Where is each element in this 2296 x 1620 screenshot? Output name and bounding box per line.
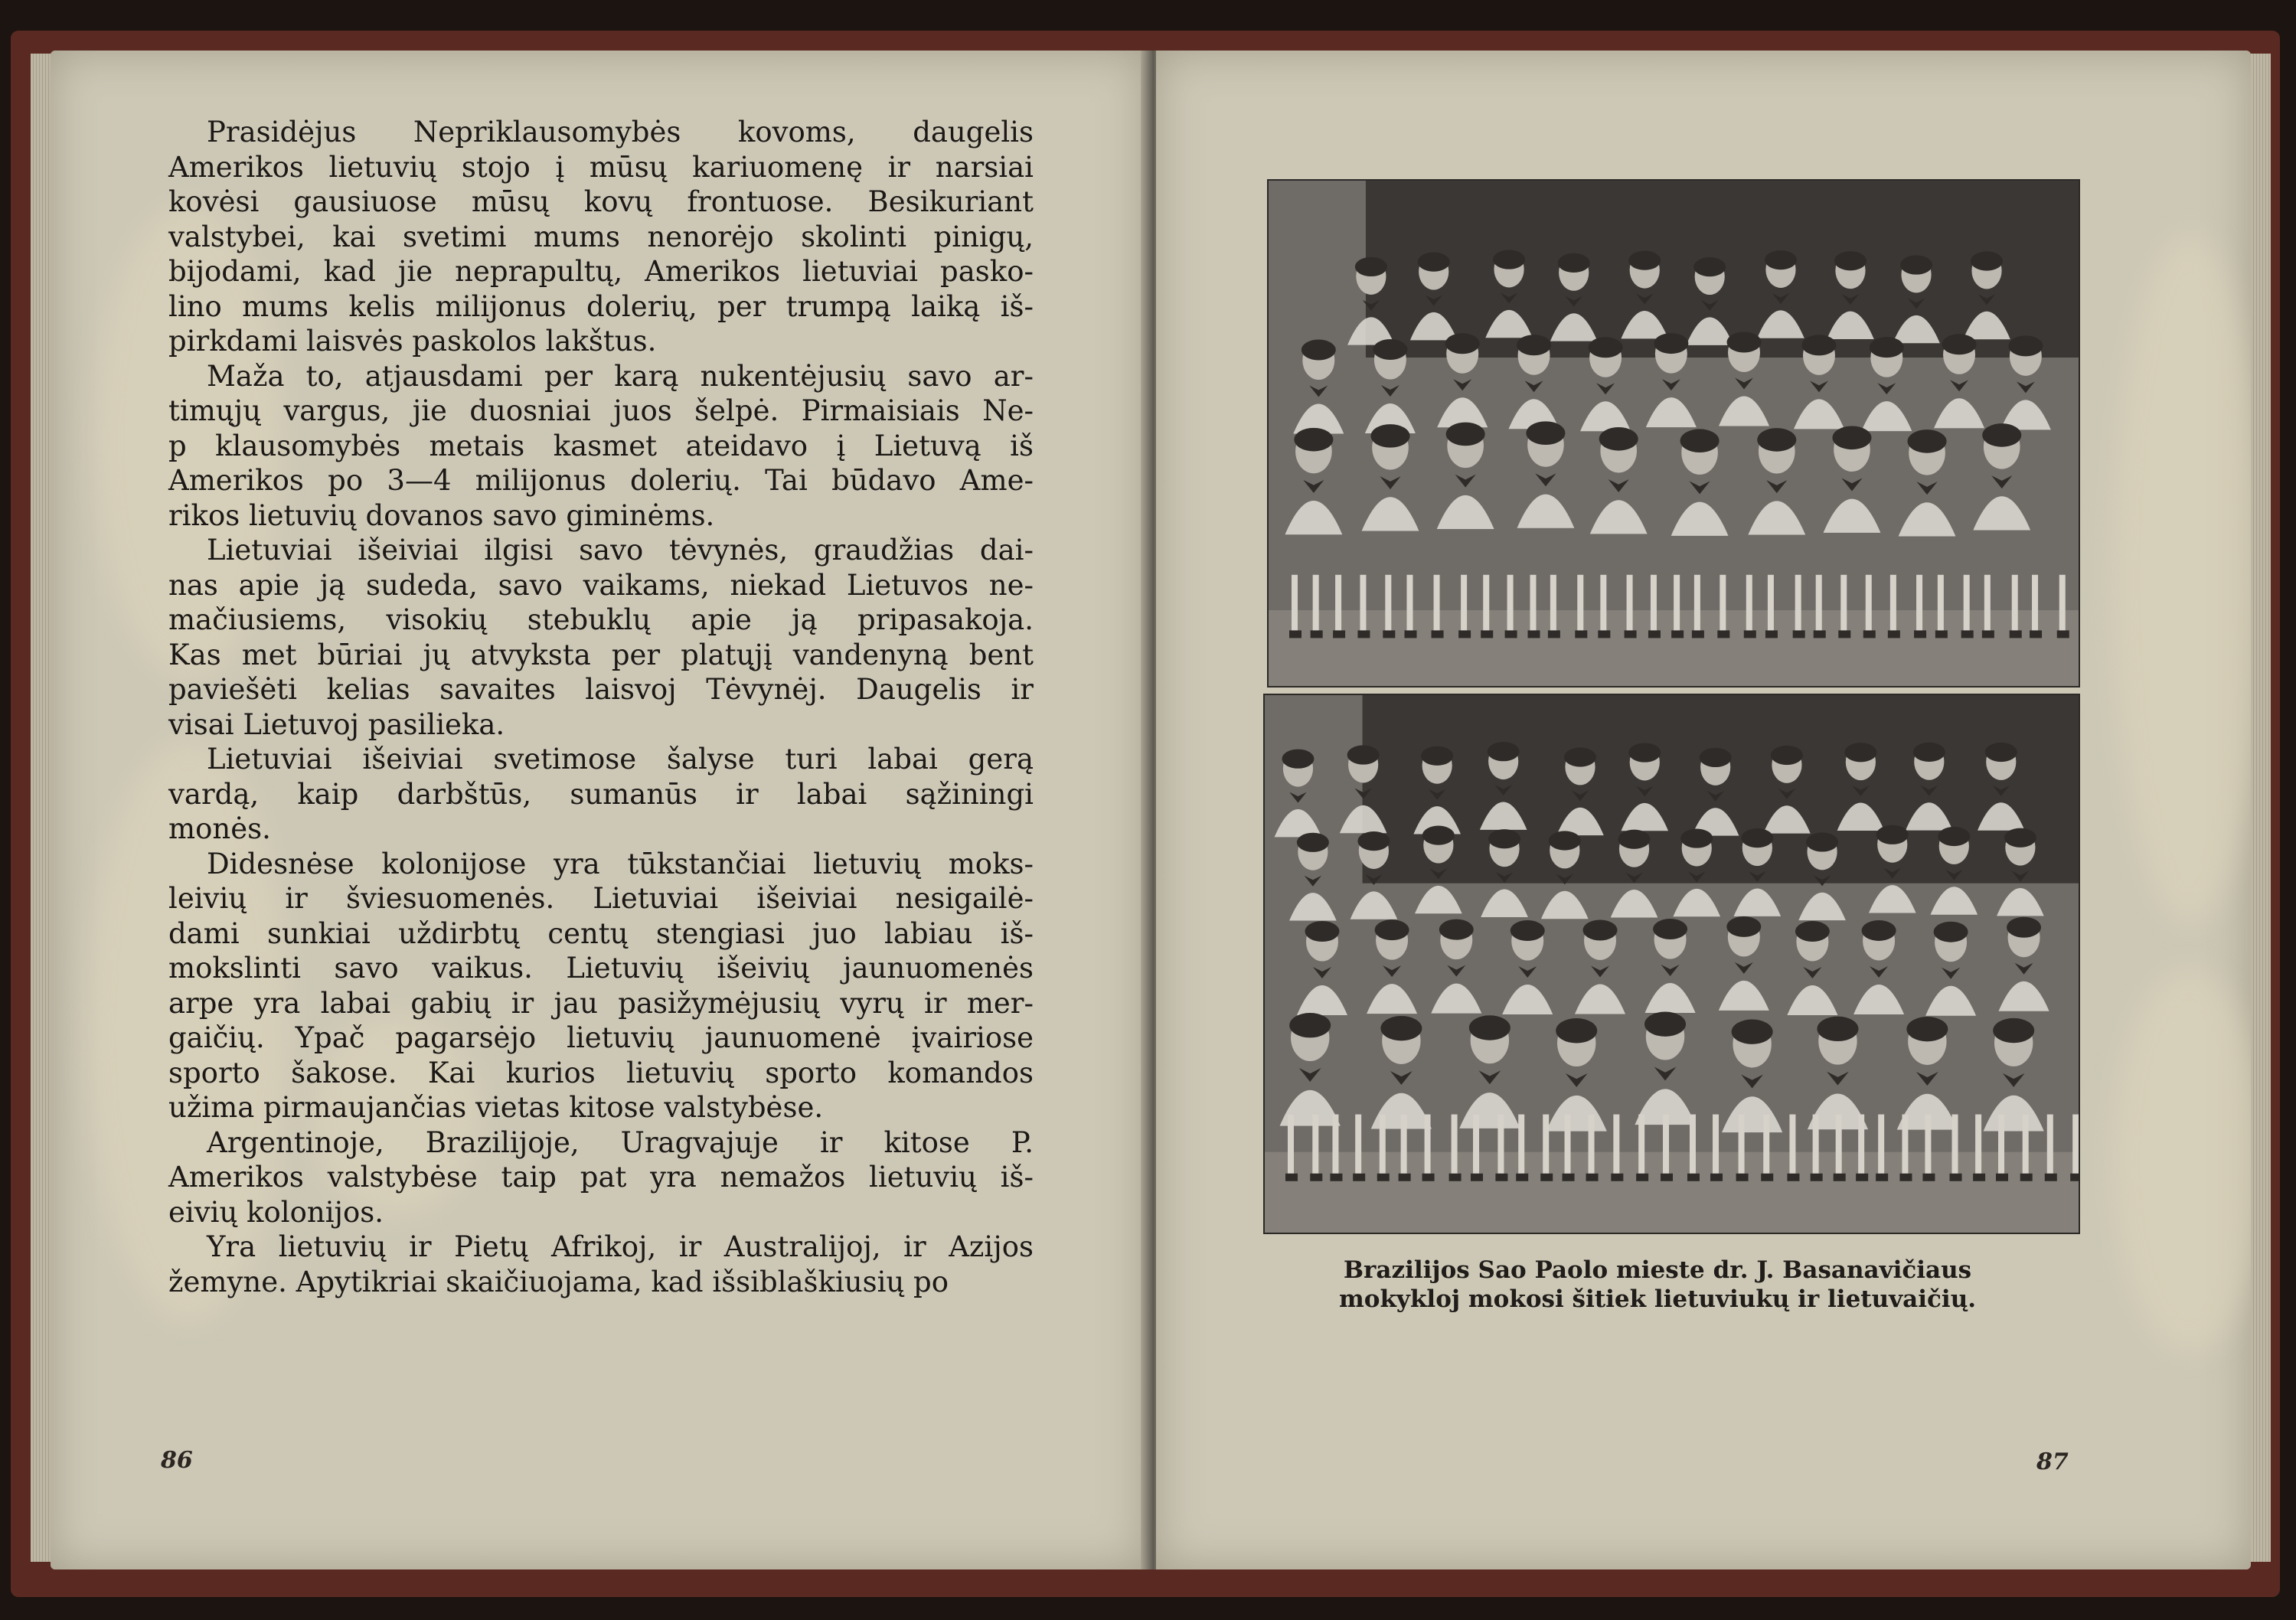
text-line: arpe yra labai gabių ir jau pasižymėjusių vyrų ir mer- — [168, 986, 1034, 1020]
text-line: Yra lietuvių ir Pietų Afrikoj, ir Australijoj, ir Azijos — [207, 1230, 1034, 1263]
photo-lower-image — [1265, 695, 2079, 1233]
text-line: mokslinti savo vaikus. Lietuvių išeivių jaunuomenės — [168, 952, 1034, 985]
text-line: nas apie ją sudeda, savo vaikams, niekad Lietuvos ne- — [168, 568, 1034, 602]
text-line: eivių kolonijos. — [168, 1195, 384, 1229]
text-line: monės. — [168, 812, 271, 845]
caption-line-1: Brazilijos Sao Paolo mieste dr. J. Basanavičiaus — [1343, 1256, 1972, 1284]
text-line: pirkdami laisvės paskolos lakštus. — [168, 325, 657, 358]
text-line: lino mums kelis milijonus dolerių, per trumpą laiką iš- — [168, 289, 1034, 323]
text-line: dami sunkiai uždirbtų centų stengiasi juo labiau iš- — [168, 916, 1034, 950]
text-line: sporto šakose. Kai kurios lietuvių sporto komandos — [168, 1056, 1034, 1089]
text-line: mačiusiems, visokių stebuklų apie ją pripasakoja. — [168, 603, 1034, 636]
text-line: Lietuviai išeiviai svetimose šalyse turi labai gerą — [207, 743, 1034, 776]
paragraph — [168, 1230, 1034, 1299]
group-photo-lower — [1263, 694, 2080, 1234]
text-line: Didesnėse kolonijose yra tūkstančiai lietuvių moks- — [207, 847, 1034, 880]
text-line: Prasidėjus Nepriklausomybės kovoms, daugelis — [207, 116, 1034, 149]
paragraph — [168, 1125, 1034, 1230]
text-line: Kas met būriai jų atvyksta per platųjį vandenyną bent — [168, 638, 1034, 671]
text-line: gaičių. Ypač pagarsėjo lietuvių jaunuomenė įvairiose — [168, 1021, 1034, 1054]
text-line: Argentinoje, Brazilijoje, Uragvajuje ir kitose P. — [207, 1125, 1034, 1159]
text-line: Lietuviai išeiviai ilgisi savo tėvynės, graudžias dai- — [207, 534, 1034, 567]
text-line: p klausomybės metais kasmet ateidavo į Lietuvą iš — [168, 429, 1034, 462]
text-line: visai Lietuvoj pasilieka. — [168, 707, 505, 741]
page-edges-right — [2248, 54, 2271, 1562]
text-line: kovėsi gausiuose mūsų kovų frontuose. Besikuriant — [168, 185, 1034, 218]
paragraph — [168, 533, 1034, 742]
text-line: Amerikos lietuvių stojo į mūsų kariuomenę ir narsiai — [168, 150, 1034, 184]
photo-upper-image — [1269, 181, 2079, 686]
caption-line-2: mokykloj mokosi šitiek lietuviukų ir lietuvaičių. — [1338, 1285, 1977, 1313]
text-line: vardą, kaip darbštūs, sumanūs ir labai sąžiningi — [168, 777, 1034, 811]
text-line: Amerikos valstybėse taip pat yra nemažos lietuvių iš- — [168, 1161, 1034, 1194]
text-line: Maža to, atjausdami per karą nukentėjusių savo ar- — [207, 359, 1034, 393]
text-line: užima pirmaujančias vietas kitose valstybėse. — [168, 1091, 824, 1124]
text-line: Amerikos po 3—4 milijonus dolerių. Tai būdavo Ame- — [168, 464, 1034, 497]
body-text — [168, 115, 1034, 1299]
paragraph — [168, 115, 1034, 359]
text-line: paviešėti kelias savaites laisvoj Tėvynėj. Daugelis ir — [168, 673, 1034, 706]
text-line: leivių ir šviesuomenės. Lietuviai išeiviai nesigailė- — [168, 882, 1034, 915]
page-number-left: 86 — [161, 1447, 193, 1474]
photo-caption — [1302, 1256, 2013, 1314]
paragraph — [168, 742, 1034, 847]
text-line: timųjų vargus, jie duosniai juos šelpė. Pirmaisiais Ne- — [168, 394, 1034, 427]
page-number-right: 87 — [2036, 1449, 2069, 1475]
text-line: žemyne. Apytikriai skaičiuojama, kad išsiblaškiusių po — [168, 1265, 949, 1298]
group-photo-upper — [1267, 179, 2080, 688]
text-line: valstybei, kai svetimi mums nenorėjo skolinti pinigų, — [168, 220, 1034, 253]
paragraph — [168, 847, 1034, 1125]
text-line: rikos lietuvių dovanos savo giminėms. — [168, 498, 715, 532]
paragraph — [168, 359, 1034, 534]
text-line: bijodami, kad jie neprapultų, Amerikos lietuviai pasko- — [168, 255, 1034, 288]
